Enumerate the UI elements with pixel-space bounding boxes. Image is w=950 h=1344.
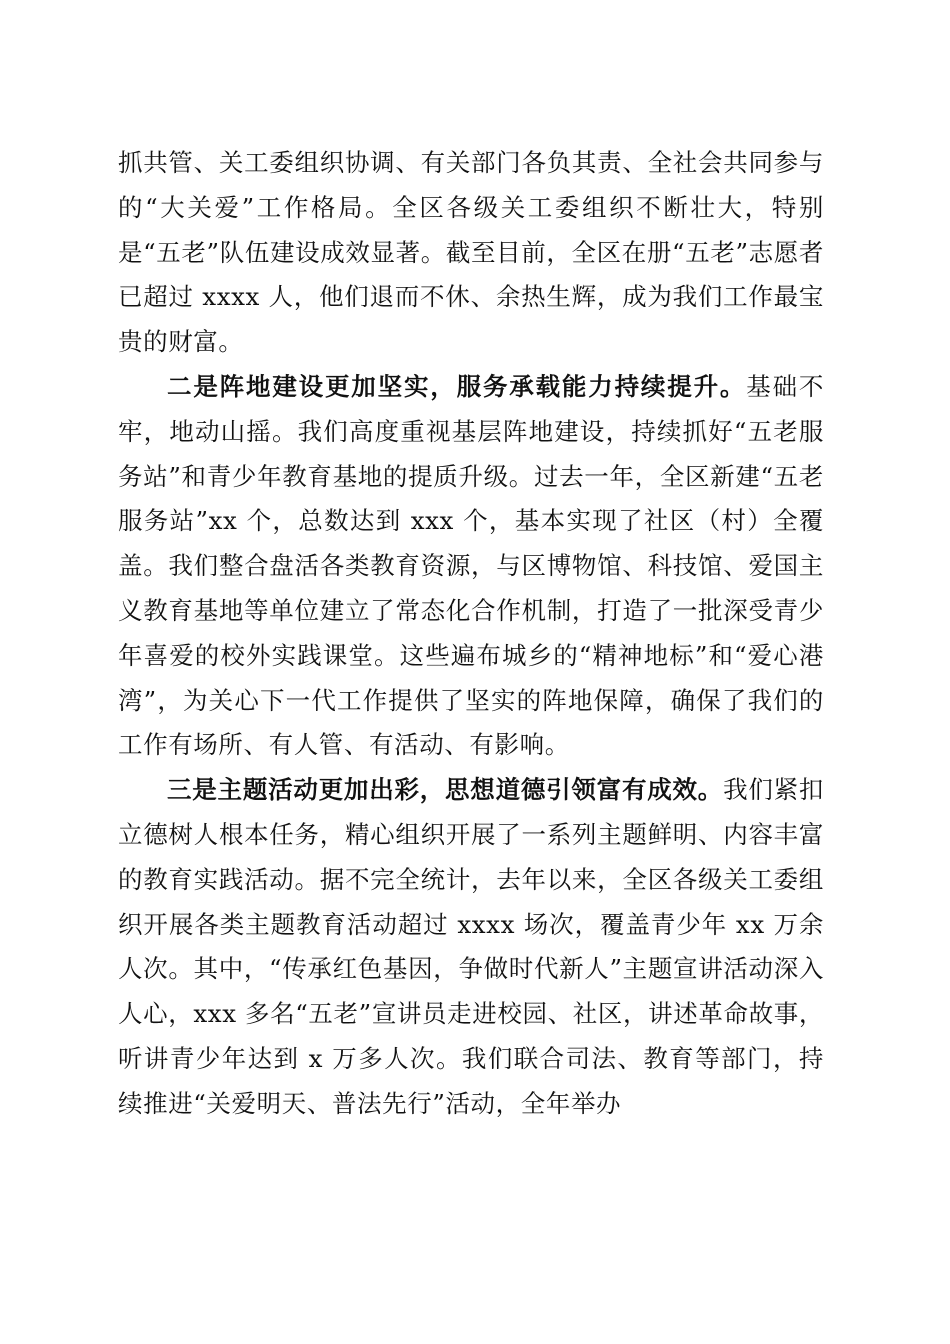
paragraph-heading: 三是主题活动更加出彩，思想道德引领富有成效。 <box>167 775 724 805</box>
paragraph-text: 我们紧扣立德树人根本任务，精心组织开展了一系列主题鲜明、内容丰富的教育实践活动。据不完全统计，去年以来，全区各级关工委组织开展各类主题教育活动超过 xxxx 场次，覆盖青少年 xx 万余人次。其中，“传承红色基因，争做时代新人”主题宣讲活动深入人心，xxx 多名“五老”宣讲员走进校园、社区，讲述革命故事，听讲青少年达到 x 万多人次。我们联合司法、教育等部门，持续推进“关爱明天、普法先行”活动，全年举办 <box>118 775 824 1118</box>
paragraph-heading: 二是阵地建设更加坚实，服务承载能力持续提升。 <box>167 371 747 401</box>
document-body <box>118 141 824 1127</box>
paragraph-position-building <box>118 365 824 768</box>
paragraph-theme-activities <box>118 768 824 1126</box>
paragraph-continuation <box>118 141 824 365</box>
paragraph-text: 基础不牢，地动山摇。我们高度重视基层阵地建设，持续抓好“五老服务站”和青少年教育基地的提质升级。过去一年，全区新建“五老服务站”xx 个，总数达到 xxx 个，基本实现了社区（村）全覆盖。我们整合盘活各类教育资源，与区博物馆、科技馆、爱国主义教育基地等单位建立了常态化合作机制，打造了一批深受青少年喜爱的校外实践课堂。这些遍布城乡的“精神地标”和“爱心港湾”，为关心下一代工作提供了坚实的阵地保障，确保了我们的工作有场所、有人管、有活动、有影响。 <box>118 371 824 760</box>
paragraph-text: 抓共管、关工委组织协调、有关部门各负其责、全社会共同参与的“大关爱”工作格局。全区各级关工委组织不断壮大，特别是“五老”队伍建设成效显著。截至目前，全区在册“五老”志愿者已超过 xxxx 人，他们退而不休、余热生辉，成为我们工作最宝贵的财富。 <box>118 148 824 357</box>
